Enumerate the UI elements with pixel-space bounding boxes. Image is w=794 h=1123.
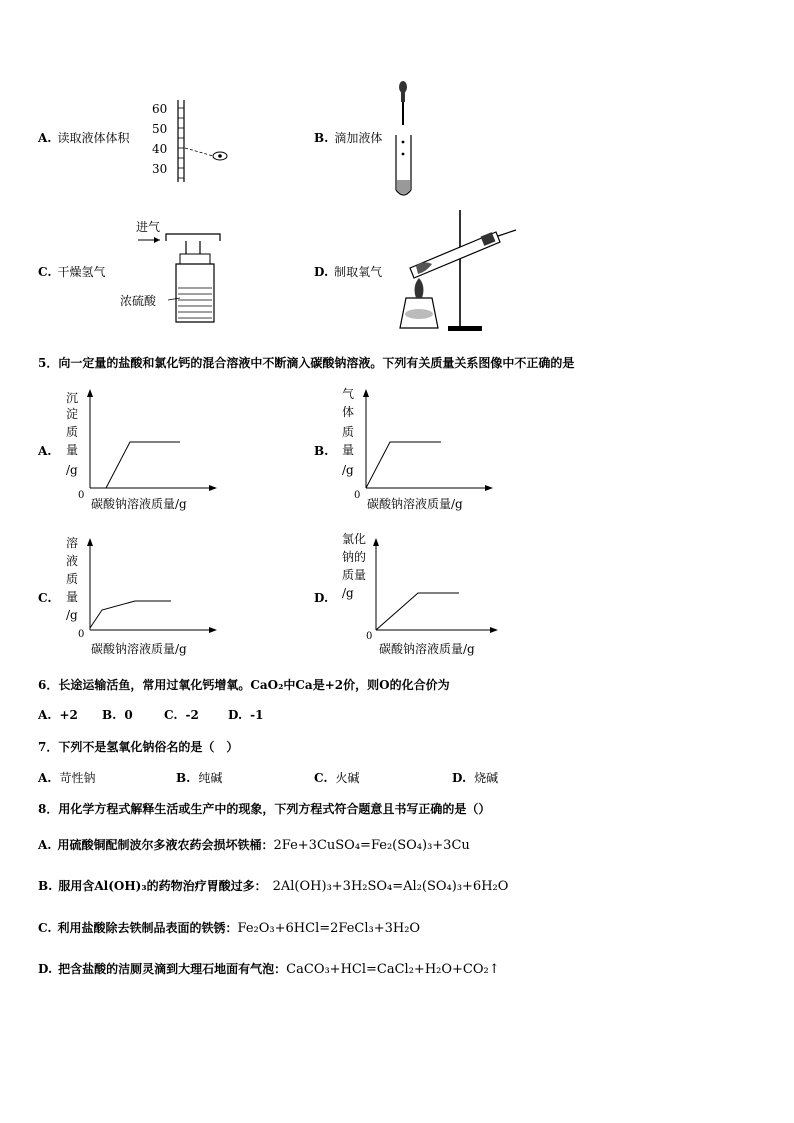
q7-option-b: B. 纯碱 [176, 771, 223, 785]
q4-option-c: C. 干燥氢气 [38, 265, 106, 279]
graph-b-ylabel-5: /g [342, 463, 354, 477]
graph-b [314, 385, 514, 520]
graduated-cylinder-figure [148, 98, 243, 183]
graph-c-ylabel-1: 溶 [66, 536, 79, 550]
q8-option-b: B. 服用含Al(OH)₃的药物治疗胃酸过多： 2Al(OH)₃+3H₂SO₄=Al₂(SO₄)₃+6H₂O [38, 879, 509, 894]
q7-option-a: A. 苛性钠 [38, 771, 96, 785]
graph-d-letter: D. [314, 591, 329, 605]
graph-c-letter: C. [38, 591, 52, 605]
graph-a-origin: 0 [78, 490, 85, 501]
graph-d-ylabel-3: 质量 [342, 568, 367, 582]
oxygen-apparatus-figure [398, 206, 518, 336]
q6-option-a: A. +2 [38, 708, 78, 722]
q6-stem: 6．长途运输活鱼，常用过氧化钙增氧。CaO₂中Ca是+2价，则O的化合价为 [38, 678, 450, 692]
q7-option-c: C. 火碱 [314, 771, 360, 785]
q6-option-b: B. 0 [102, 708, 133, 722]
acid-label: 浓硫酸 [120, 294, 157, 308]
cylinder-tick-30: 30 [152, 162, 168, 176]
graph-d-ylabel-4: /g [342, 586, 354, 600]
cylinder-tick-50: 50 [152, 122, 168, 136]
graph-d-origin: 0 [366, 631, 373, 642]
q4-option-a: A. 读取液体体积 [38, 131, 130, 145]
graph-a-ylabel-1: 沉 [66, 391, 79, 405]
q8-stem: 8．用化学方程式解释生活或生产中的现象，下列方程式符合题意且书写正确的是（） [38, 802, 491, 816]
q6-option-d: D. -1 [228, 708, 264, 722]
graph-c-ylabel-3: 质 [66, 572, 79, 586]
graph-d-ylabel-2: 钠的 [342, 550, 367, 564]
graph-b-ylabel-3: 质 [342, 425, 355, 439]
graph-c-ylabel-4: 量 [66, 590, 79, 604]
graph-a-ylabel-5: /g [66, 463, 78, 477]
graph-d [314, 530, 514, 665]
q4-option-d: D. 制取氧气 [314, 265, 383, 279]
q8-option-a: A. 用硫酸铜配制波尔多液农药会损坏铁桶：2Fe+3CuSO₄=Fe₂(SO₄)₃+3Cu [38, 838, 470, 853]
q8-option-c: C. 利用盐酸除去铁制品表面的铁锈：Fe₂O₃+6HCl=2FeCl₃+3H₂O [38, 921, 421, 936]
graph-a-ylabel-3: 质 [66, 425, 79, 439]
graph-b-ylabel-1: 气 [342, 387, 355, 401]
gas-washing-bottle-figure [118, 216, 228, 326]
cylinder-tick-40: 40 [152, 142, 168, 156]
graph-d-xlabel: 碳酸钠溶液质量/g [379, 642, 475, 656]
q8-option-d: D. 把含盐酸的洁厕灵滴到大理石地面有气泡：CaCO₃+HCl=CaCl₂+H₂O+CO₂↑ [38, 962, 500, 977]
graph-a-ylabel-2: 淀 [66, 407, 79, 421]
q7-stem: 7．下列不是氢氧化钠俗名的是（ ） [38, 740, 239, 754]
gas-in-label: 进气 [136, 220, 161, 234]
graph-a-xlabel: 碳酸钠溶液质量/g [91, 497, 187, 511]
graph-b-origin: 0 [354, 490, 361, 501]
graph-a-ylabel-4: 量 [66, 443, 79, 457]
graph-b-letter: B. [314, 444, 329, 458]
graph-a [38, 385, 238, 520]
q5-stem: 5．向一定量的盐酸和氯化钙的混合溶液中不断滴入碳酸钠溶液。下列有关质量关系图像中不正确的是 [38, 356, 575, 370]
graph-c-xlabel: 碳酸钠溶液质量/g [91, 642, 187, 656]
cylinder-tick-60: 60 [152, 102, 168, 116]
graph-d-ylabel-1: 氯化 [342, 532, 367, 546]
graph-a-letter: A. [38, 444, 52, 458]
graph-b-ylabel-2: 体 [342, 405, 355, 419]
graph-c-ylabel-2: 液 [66, 554, 79, 568]
graph-c [38, 530, 238, 665]
graph-c-origin: 0 [78, 629, 85, 640]
graph-c-ylabel-5: /g [66, 608, 78, 622]
graph-b-xlabel: 碳酸钠溶液质量/g [367, 497, 463, 511]
q7-option-d: D. 烧碱 [452, 771, 499, 785]
dropper-testtube-figure [390, 80, 420, 198]
q6-option-c: C. -2 [164, 708, 199, 722]
graph-b-ylabel-4: 量 [342, 443, 355, 457]
q4-option-b: B. 滴加液体 [314, 131, 383, 145]
